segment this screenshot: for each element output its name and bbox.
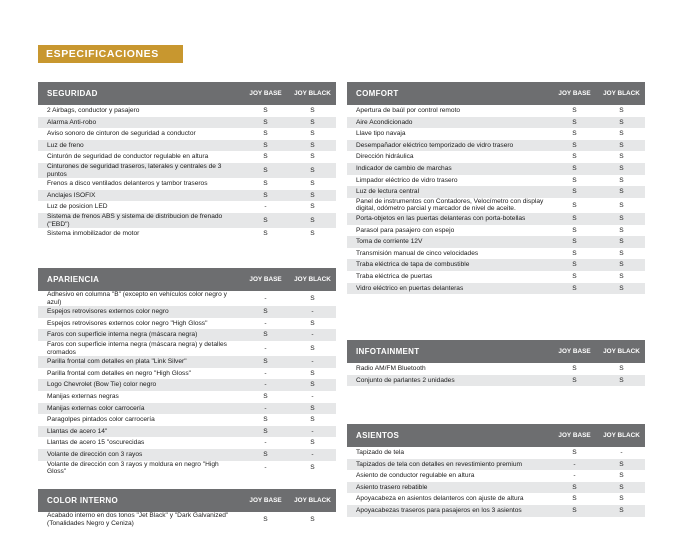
joy-black-value: S (310, 515, 315, 523)
joy-base-value: - (573, 472, 576, 480)
joy-base-value: S (572, 214, 577, 222)
joy-black-value: S (619, 201, 624, 209)
table-row (347, 363, 645, 375)
joy-black-value: S (310, 319, 315, 327)
joy-base-value: S (572, 483, 577, 491)
feature-label: Acabado interno en dos tonos "Jet Black" y "Dark Galvanized" (Tonalidades Negro y Ceniza) (47, 512, 229, 527)
joy-black-value: S (619, 188, 624, 196)
joy-black-value: S (310, 203, 315, 211)
column-header: JOY BASE (249, 89, 282, 97)
joy-black-value: S (310, 153, 315, 161)
feature-label: 2 Airbags, conductor y pasajero (47, 107, 140, 114)
table-row (38, 105, 336, 117)
joy-black-value: S (310, 416, 315, 424)
column-header: JOY BASE (558, 347, 591, 355)
joy-black-value: S (619, 483, 624, 491)
feature-label: Desempañador eléctrico temporizado de vidro trasero (356, 141, 514, 149)
table-row (38, 201, 336, 213)
joy-black-value: S (310, 464, 315, 472)
apariencia-section (38, 268, 336, 476)
joy-base-value: S (572, 272, 577, 280)
table-row (38, 163, 336, 178)
feature-label: Faros con superficie interna negra (máscara negra) (47, 331, 198, 339)
joy-base-value: S (263, 216, 268, 224)
column-header: JOY BASE (249, 275, 282, 283)
joy-black-value: S (619, 130, 624, 138)
joy-black-value: S (619, 365, 624, 372)
joy-base-value: S (572, 130, 577, 138)
column-header: JOY BASE (558, 89, 591, 97)
joy-black-value: S (310, 439, 315, 447)
table-row (347, 163, 645, 175)
feature-label: Limpador eléctrico de vidro trasero (356, 176, 458, 184)
table-row (38, 341, 336, 356)
feature-label: Indicador de cambio de marchas (356, 164, 452, 172)
joy-base-value: - (264, 319, 267, 327)
joy-black-value: S (619, 261, 624, 269)
joy-black-value: S (310, 216, 315, 224)
table-row (38, 461, 336, 476)
joy-base-value: S (263, 450, 268, 458)
section-rows (38, 105, 336, 240)
table-row (38, 449, 336, 461)
joy-base-value: - (573, 460, 576, 468)
table-row (347, 175, 645, 187)
table-row (347, 198, 645, 213)
section-rows (347, 105, 645, 294)
table-row (347, 117, 645, 129)
joy-base-value: S (572, 107, 577, 114)
table-row (347, 259, 645, 271)
section-rows (347, 447, 645, 517)
joy-base-value: - (264, 439, 267, 447)
feature-label: Traba eléctrica de tapa de combustible (356, 261, 470, 269)
table-row (347, 482, 645, 494)
feature-label: Aire Acondicionado (356, 118, 413, 126)
feature-label: Faros con superficie interna negra (máscara negra) y detalles cromados (47, 340, 227, 356)
joy-black-value: S (310, 141, 315, 149)
joy-base-value: S (572, 376, 577, 384)
section-header (38, 489, 336, 512)
joy-base-value: S (263, 230, 268, 238)
joy-black-value: S (619, 376, 624, 384)
joy-black-value: S (310, 130, 315, 138)
table-row (347, 213, 645, 225)
table-row (38, 426, 336, 438)
feature-label: Volante de dirección con 3 rayos (47, 450, 143, 458)
joy-black-value: S (619, 460, 624, 468)
section-header (347, 82, 645, 105)
joy-black-value: S (619, 249, 624, 257)
joy-base-value: - (264, 381, 267, 389)
joy-base-value: - (264, 404, 267, 412)
column-header: JOY BASE (249, 496, 282, 504)
joy-black-value: - (620, 449, 623, 456)
joy-base-value: S (572, 153, 577, 161)
color-interno-section (38, 489, 336, 527)
table-row (347, 447, 645, 459)
feature-label: Espejos retrovisores externos color negro (47, 308, 169, 316)
joy-base-value: S (263, 166, 268, 174)
joy-base-value: S (263, 107, 268, 114)
feature-label: Asiento de conductor regulable en altura (356, 472, 475, 480)
joy-base-value: S (572, 365, 577, 372)
joy-black-value: S (619, 495, 624, 503)
table-row (347, 105, 645, 117)
feature-label: Espejos retrovisores externos color negro "High Gloss" (47, 319, 208, 327)
table-row (347, 186, 645, 198)
feature-label: Toma de corriente 12V (356, 238, 423, 246)
feature-label: Paragolpes pintados color carrocería (47, 416, 155, 424)
feature-label: Luz de posicion LED (47, 203, 108, 211)
feature-label: Parasol para pasajero con espejo (356, 226, 455, 234)
section-title: INFOTAINMENT (356, 347, 420, 356)
joy-black-value: S (619, 238, 624, 246)
feature-label: Anclajes ISOFIX (47, 191, 96, 199)
feature-label: Sistema de frenos ABS y sistema de distribucion de frenado ("EBD") (47, 212, 223, 228)
table-row (38, 329, 336, 341)
column-header: JOY BLACK (294, 496, 331, 504)
feature-label: Manijas externas negras (47, 392, 119, 400)
section-header (38, 268, 336, 291)
joy-base-value: S (263, 153, 268, 161)
joy-base-value: - (264, 344, 267, 352)
feature-label: Vidro eléctrico en puertas delanteras (356, 284, 464, 292)
joy-black-value: S (619, 214, 624, 222)
joy-black-value: S (310, 180, 315, 188)
infotainment-section (347, 340, 645, 386)
joy-base-value: S (572, 188, 577, 196)
joy-black-value: S (619, 472, 624, 480)
table-row (38, 291, 336, 306)
joy-black-value: - (311, 358, 314, 366)
table-row (38, 140, 336, 152)
feature-label: Conjunto de parlantes 2 unidades (356, 376, 455, 384)
feature-label: Aviso sonoro de cinturon de seguridad a conductor (47, 130, 196, 138)
feature-label: Apoyacabeza en asientos delanteros con ajuste de altura (356, 495, 524, 503)
table-row (38, 306, 336, 318)
table-row (347, 236, 645, 248)
feature-label: Parilla frontal com detalles en plata "Link Silver" (47, 358, 187, 366)
joy-base-value: - (264, 294, 267, 302)
table-row (347, 470, 645, 482)
joy-base-value: S (572, 118, 577, 126)
joy-black-value: - (311, 427, 314, 435)
table-row (38, 391, 336, 403)
table-row (38, 437, 336, 449)
feature-label: Luz de lectura central (356, 188, 420, 196)
joy-black-value: S (619, 164, 624, 172)
joy-black-value: S (619, 118, 624, 126)
table-row (38, 178, 336, 190)
joy-base-value: S (572, 261, 577, 269)
joy-base-value: S (572, 506, 577, 514)
table-row (38, 356, 336, 368)
table-row (38, 190, 336, 202)
joy-black-value: S (619, 176, 624, 184)
joy-base-value: S (572, 284, 577, 292)
joy-base-value: S (263, 118, 268, 126)
section-title: COLOR INTERNO (47, 496, 119, 505)
table-row (347, 459, 645, 471)
section-rows (347, 363, 645, 386)
joy-black-value: S (619, 107, 624, 114)
feature-label: Alarma Anti-robo (47, 118, 97, 126)
table-row (38, 117, 336, 129)
table-row (347, 151, 645, 163)
feature-label: Radio AM/FM Bluetooth (356, 365, 426, 372)
asientos-section (347, 424, 645, 517)
feature-label: Apoyacabezas traseros para pasajeros en los 3 asientos (356, 506, 522, 514)
feature-label: Tapizado de tela (356, 449, 405, 456)
joy-base-value: S (263, 308, 268, 316)
column-header: JOY BLACK (603, 89, 640, 97)
table-row (38, 128, 336, 140)
section-header (347, 340, 645, 363)
joy-black-value: S (310, 344, 315, 352)
page-title: ESPECIFICACIONES (38, 45, 183, 63)
table-row (347, 271, 645, 283)
feature-label: Parilla frontal com detalles en negro "High Gloss" (47, 369, 191, 377)
joy-black-value: - (311, 450, 314, 458)
joy-black-value: S (310, 118, 315, 126)
feature-label: Manijas externas color carrocería (47, 404, 145, 412)
section-header (38, 82, 336, 105)
seguridad-section (38, 82, 336, 240)
joy-base-value: - (264, 369, 267, 377)
feature-label: Luz de freno (47, 141, 84, 149)
section-title: COMFORT (356, 89, 399, 98)
joy-black-value: S (310, 230, 315, 238)
table-row (347, 283, 645, 295)
table-row (38, 213, 336, 228)
joy-base-value: S (572, 141, 577, 149)
joy-black-value: - (311, 392, 314, 400)
feature-label: Apertura de baúl por control remoto (356, 107, 461, 114)
feature-label: Volante de dirección con 3 rayos y moldura en negro "High Gloss" (47, 460, 219, 476)
table-row (347, 505, 645, 517)
table-row (38, 368, 336, 380)
joy-base-value: S (572, 201, 577, 209)
table-row (347, 248, 645, 260)
joy-base-value: - (264, 203, 267, 211)
joy-base-value: S (263, 392, 268, 400)
joy-black-value: S (619, 226, 624, 234)
section-rows (38, 291, 336, 476)
table-row (347, 225, 645, 237)
joy-base-value: S (263, 515, 268, 523)
table-row (347, 375, 645, 387)
joy-base-value: S (572, 249, 577, 257)
joy-black-value: S (310, 369, 315, 377)
column-header: JOY BLACK (603, 431, 640, 439)
table-row (347, 128, 645, 140)
section-rows (38, 512, 336, 527)
column-header: JOY BASE (558, 431, 591, 439)
feature-label: Sistema inmobilizador de motor (47, 230, 140, 238)
feature-label: Asiento trasero rebatible (356, 483, 428, 491)
table-row (38, 228, 336, 240)
joy-black-value: S (310, 191, 315, 199)
joy-base-value: S (263, 427, 268, 435)
feature-label: Dirección hidráulica (356, 153, 414, 161)
feature-label: Tapizados de tela con detalles en revestimiento premium (356, 460, 523, 468)
joy-black-value: S (310, 404, 315, 412)
feature-label: Panel de instrumentos con Contadores, Velocímetro con display digital, odómetro parcial y marcador de nivel de aceite. (356, 197, 544, 213)
joy-black-value: S (310, 294, 315, 302)
feature-label: Frenos a disco ventilados delanteros y tambor traseros (47, 180, 208, 188)
section-title: SEGURIDAD (47, 89, 98, 98)
joy-base-value: S (572, 164, 577, 172)
joy-base-value: S (572, 226, 577, 234)
feature-label: Adhesivo en columna "B" (excepto en vehículos color negro y azul) (47, 291, 227, 306)
joy-base-value: S (263, 358, 268, 366)
feature-label: Transmisión manual de cinco velocidades (356, 249, 479, 257)
feature-label: Logo Chevrolet (Bow Tie) color negro (47, 381, 157, 389)
joy-base-value: S (263, 416, 268, 424)
section-title: APARIENCIA (47, 275, 100, 284)
joy-black-value: S (310, 381, 315, 389)
column-header: JOY BLACK (294, 275, 331, 283)
joy-black-value: S (310, 107, 315, 114)
table-row (38, 151, 336, 163)
joy-black-value: S (310, 166, 315, 174)
joy-base-value: S (572, 176, 577, 184)
comfort-section (347, 82, 645, 294)
feature-label: Porta-objetos en las puertas delanteras con porta-botellas (356, 214, 526, 222)
table-row (38, 512, 336, 527)
feature-label: Llantas de acero 14" (47, 427, 108, 435)
joy-base-value: S (572, 449, 577, 456)
joy-base-value: S (263, 331, 268, 339)
section-header (347, 424, 645, 447)
column-header: JOY BLACK (294, 89, 331, 97)
joy-base-value: S (263, 141, 268, 149)
joy-base-value: S (572, 238, 577, 246)
table-row (38, 414, 336, 426)
joy-black-value: - (311, 308, 314, 316)
joy-base-value: S (263, 191, 268, 199)
table-row (38, 318, 336, 330)
feature-label: Traba eléctrica de puertas (356, 272, 433, 280)
joy-black-value: S (619, 141, 624, 149)
table-row (38, 403, 336, 415)
column-header: JOY BLACK (603, 347, 640, 355)
joy-black-value: - (311, 331, 314, 339)
table-row (347, 140, 645, 152)
joy-base-value: - (264, 464, 267, 472)
feature-label: Cinturones de seguridad traseros, laterales y centrales de 3 puntos (47, 162, 222, 178)
table-row (347, 493, 645, 505)
section-title: ASIENTOS (356, 431, 400, 440)
table-row (38, 379, 336, 391)
feature-label: Cinturón de seguridad de conductor regulable en altura (47, 153, 209, 161)
joy-black-value: S (619, 272, 624, 280)
joy-black-value: S (619, 284, 624, 292)
joy-black-value: S (619, 153, 624, 161)
joy-base-value: S (263, 180, 268, 188)
joy-base-value: S (263, 130, 268, 138)
joy-black-value: S (619, 506, 624, 514)
feature-label: Llave tipo navaja (356, 130, 406, 138)
joy-base-value: S (572, 495, 577, 503)
feature-label: Llantas de acero 15 "oscurecidas (47, 439, 145, 447)
